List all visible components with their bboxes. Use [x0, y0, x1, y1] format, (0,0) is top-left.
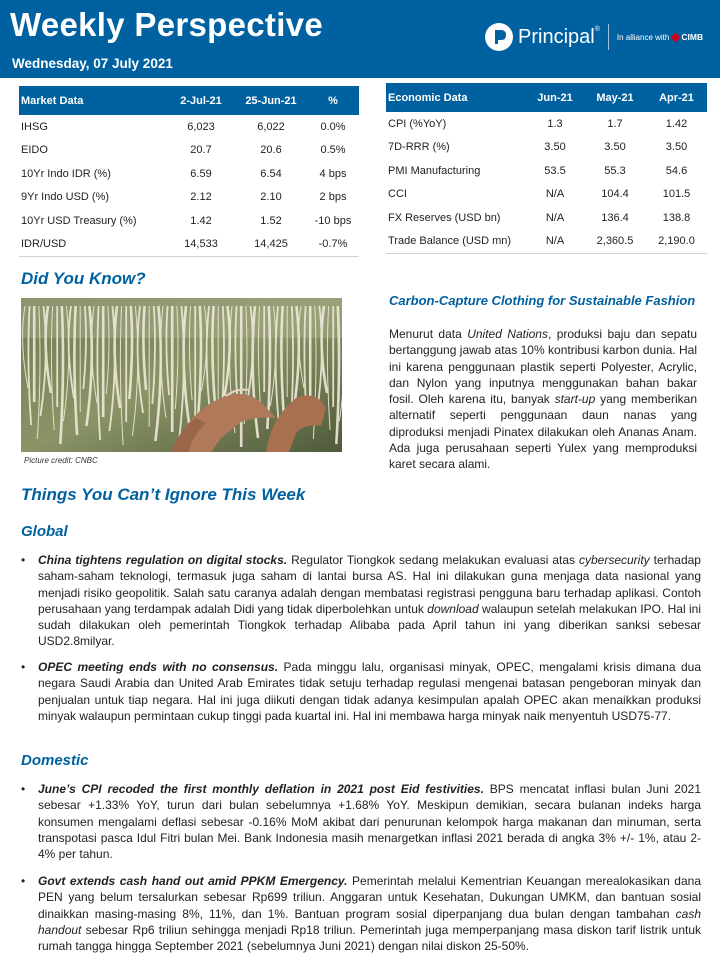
- econ-cell: 54.6: [665, 164, 688, 177]
- fiber-drying-illustration: [21, 298, 342, 452]
- emphasis-text: cash handout: [38, 906, 701, 937]
- market-cell: 6,022: [257, 120, 285, 133]
- market-cell: 0.5%: [320, 144, 346, 157]
- econ-row-label: PMI Manufacturing: [388, 164, 481, 177]
- news-bullet-global-1: [21, 552, 702, 650]
- table-row: [386, 136, 707, 160]
- econ-cell: 138.8: [662, 211, 691, 224]
- principal-logo-icon: [484, 22, 514, 52]
- econ-cell: 3.50: [544, 141, 566, 154]
- body-text: Pemerintah melalui Kementrian Keuangan merealokasikan dana PEN yang belum tersalurkan sebesar Rp699 triliun. Anggaran untuk Kesehatan, Dukungan UMKM, dan bantuan sosial dinaikkan masing-masing 8%, 11%, dan 1%. Bantuan program sosial diperpanjang dua bulan dengan tambahan: [38, 874, 701, 921]
- logo-divider: [608, 24, 609, 50]
- table-row: [19, 209, 359, 233]
- bullet-dot: •: [21, 553, 26, 567]
- registered-mark: ®: [594, 26, 600, 33]
- econ-row-label: Trade Balance (USD mn): [386, 230, 526, 254]
- market-header-3: %: [307, 86, 359, 115]
- econ-cell: 104.4: [601, 188, 629, 201]
- things-heading: Things You Can’t Ignore This Week: [21, 485, 306, 504]
- market-cell: 0.0%: [320, 120, 346, 133]
- emphasis-text: start-up: [554, 392, 596, 407]
- econ-cell: 2,360.5: [584, 230, 646, 254]
- table-row: [386, 230, 707, 254]
- market-header-2: 25-Jun-21: [235, 86, 307, 115]
- bullet-dot: •: [21, 660, 26, 674]
- emphasis-text: cybersecurity: [578, 553, 650, 567]
- body-text: BPS mencatat inflasi bulan Juni 2021 sebesar +1.33% YoY, turun dari bulan sebelumnya +1.68% YoY. Meskipun demikian, secara bulanan indeks harga konsumen mengalami deflasi sebesar -0.16% MoM akibat dari penurunan kelompok harga makanan dan minuman, serta transpotasi pasca Idul Fitri bulan Mei. Bank Indonesia masih menargetkan inflasi 2021 berada di angka 3% +/- 1%, atau 2-4% per tahun.: [38, 782, 702, 862]
- market-cell: 6,023: [187, 120, 215, 133]
- econ-cell: N/A: [526, 230, 584, 254]
- news-headline: June’s CPI recoded the first monthly deflation in 2021 post Eid festivities.: [38, 782, 484, 796]
- market-row-label: IHSG: [21, 120, 48, 133]
- market-cell: 20.6: [260, 144, 282, 157]
- table-row: [386, 206, 707, 230]
- did-you-know-heading: Did You Know?: [21, 269, 146, 288]
- yarn-fiber-photo: [21, 298, 342, 452]
- news-bullet-domestic-1: [21, 781, 702, 862]
- market-cell: 14,533: [167, 233, 235, 257]
- econ-cell: 55.3: [604, 164, 626, 177]
- partner-name: CIMB: [681, 32, 704, 42]
- econ-cell: 1.42: [665, 117, 688, 130]
- econ-cell: 3.50: [604, 141, 626, 154]
- market-cell: 2.12: [190, 191, 212, 204]
- bullet-dot: •: [21, 782, 26, 796]
- economic-data-table: [386, 83, 707, 254]
- publication-date: Wednesday, 07 July 2021: [12, 56, 173, 71]
- global-heading: Global: [21, 523, 68, 540]
- body-text: yang memberikan alternatif seperti penggunaan daun nanas yang diproduksi menjadi Pinatex dilakukan oleh Ananas Anam. Ada juga perusahaan seperti Yulex yang memproduksi karet secara alami.: [389, 392, 697, 472]
- market-cell: -10 bps: [314, 214, 352, 227]
- domestic-heading: Domestic: [21, 752, 89, 769]
- econ-cell: 2,190.0: [646, 230, 707, 254]
- bullet-dot: •: [21, 874, 26, 888]
- market-cell: 4 bps: [319, 167, 347, 180]
- cimb-logo-icon: [671, 32, 681, 42]
- table-row: [386, 159, 707, 183]
- photo-credit: Picture credit: CNBC: [24, 456, 98, 465]
- body-text: Pada minggu lalu, organisasi minyak, OPEC, mengalami krisis dimana dua negara Saudi Arabia dan United Arab Emirates tidak setuju terhadap regulasi mengenai batasan pengeboran minyak dan penjualan untuk tiap negara. Hal ini juga diikuti dengan tidak adanya kesimpulan apalah OPEC akan menaikkan produksi minyak walaupun permintaan cukup tinggi pada kuartal ini. Hal ini membawa harga minyak naik menyentuh USD75-77.: [38, 660, 701, 723]
- body-text: Regulator Tiongkok sedang melakukan evaluasi atas: [287, 553, 579, 567]
- market-row-label: IDR/USD: [19, 233, 167, 257]
- market-cell: 20.7: [190, 144, 212, 157]
- table-row: [19, 162, 359, 186]
- body-text: sebesar Rp6 triliun sehingga menjadi Rp18 triliun. Pemerintah juga memperpanjang masa diskon tarif listrik untuk rumah tangga hingga September 2021 (sebelumnya Juni 2021) dengan nilai diskon 25-50%.: [38, 922, 701, 954]
- body-text: walaupun setelah melakukan IPO. Hal ini sudah dilakukan oleh pemerintah Tiongkok terhadap Alibaba pada April tahun ini yang diberikan sanksi sebesar USD2.8milyar.: [38, 601, 702, 649]
- body-text: , produksi baju dan sepatu bertanggung jawab atas 10% kontribusi karbon dunia. Hal ini karena penggunaan plastik seperti Polyester, Acrylic, dan Nylon yang inputnya menggunakan bahan bakar fosil. Oleh karena itu, banyak: [389, 327, 698, 407]
- page-title: Weekly Perspective: [10, 6, 323, 43]
- header-banner: [0, 0, 720, 78]
- econ-cell: 3.50: [665, 141, 688, 154]
- market-header-1: 2-Jul-21: [167, 86, 235, 115]
- econ-cell: 101.5: [662, 188, 691, 201]
- econ-cell: 1.7: [607, 117, 623, 130]
- econ-header-2: May-21: [584, 83, 646, 112]
- market-cell: 2.10: [260, 191, 282, 204]
- body-text: terhadap saham-saham teknologi, termasuk juga saham di lantai bursa AS. Hal ini dilakukan guna menjaga data nasional yang menjadi risiko geopolitik. Salah satu caranya adalah dengan membatasi registrasi pengguna baru terhadap aplikasi. Contoh perusahaan yang terdampak adalah Didi yang tidak diperbolehkan untuk: [38, 553, 701, 616]
- table-row: [19, 233, 359, 257]
- market-header-0: Market Data: [19, 86, 167, 115]
- news-bullet-domestic-2: [21, 873, 701, 954]
- market-row-label: 9Yr Indo USD (%): [21, 191, 110, 204]
- brand-name: Principal: [518, 25, 595, 48]
- market-cell: 6.54: [260, 167, 282, 180]
- econ-header-1: Jun-21: [526, 83, 584, 112]
- news-headline: China tightens regulation on digital stocks.: [38, 553, 288, 567]
- table-row: [386, 112, 707, 136]
- market-cell: 1.42: [190, 214, 212, 227]
- article-body: [389, 326, 697, 473]
- econ-cell: N/A: [545, 188, 565, 201]
- table-row: [19, 139, 359, 163]
- econ-row-label: 7D-RRR (%): [388, 141, 450, 154]
- emphasis-text: United Nations: [467, 327, 548, 341]
- market-cell: 2 bps: [319, 191, 347, 204]
- news-bullet-global-2: [21, 659, 701, 724]
- econ-header-0: Economic Data: [386, 83, 526, 112]
- market-data-table: [19, 86, 359, 257]
- market-row-label: EIDO: [21, 144, 48, 157]
- principal-logo: [484, 20, 703, 54]
- econ-header-3: Apr-21: [646, 83, 707, 112]
- econ-row-label: CCI: [388, 188, 407, 201]
- article-title: Carbon-Capture Clothing for Sustainable Fashion: [389, 293, 696, 308]
- table-row: [386, 183, 707, 207]
- econ-cell: 136.4: [601, 211, 629, 224]
- market-cell: 1.52: [260, 214, 282, 227]
- econ-row-label: CPI (%YoY): [388, 117, 447, 130]
- market-cell: 6.59: [190, 167, 212, 180]
- news-headline: Govt extends cash hand out amid PPKM Emergency.: [38, 874, 348, 888]
- table-row: [19, 186, 359, 210]
- market-row-label: 10Yr USD Treasury (%): [21, 214, 137, 227]
- econ-cell: N/A: [545, 211, 565, 224]
- econ-cell: 53.5: [544, 164, 566, 177]
- alliance-text: In alliance with: [616, 32, 670, 42]
- econ-cell: 1.3: [547, 117, 563, 130]
- table-row: [19, 115, 359, 139]
- market-cell: -0.7%: [307, 233, 359, 257]
- market-cell: 14,425: [235, 233, 307, 257]
- news-headline: OPEC meeting ends with no consensus.: [38, 660, 279, 674]
- emphasis-text: download: [427, 601, 479, 616]
- alliance-label: [617, 32, 703, 42]
- body-text: Menurut data: [389, 327, 468, 341]
- econ-row-label: FX Reserves (USD bn): [388, 211, 501, 224]
- market-row-label: 10Yr Indo IDR (%): [21, 167, 111, 180]
